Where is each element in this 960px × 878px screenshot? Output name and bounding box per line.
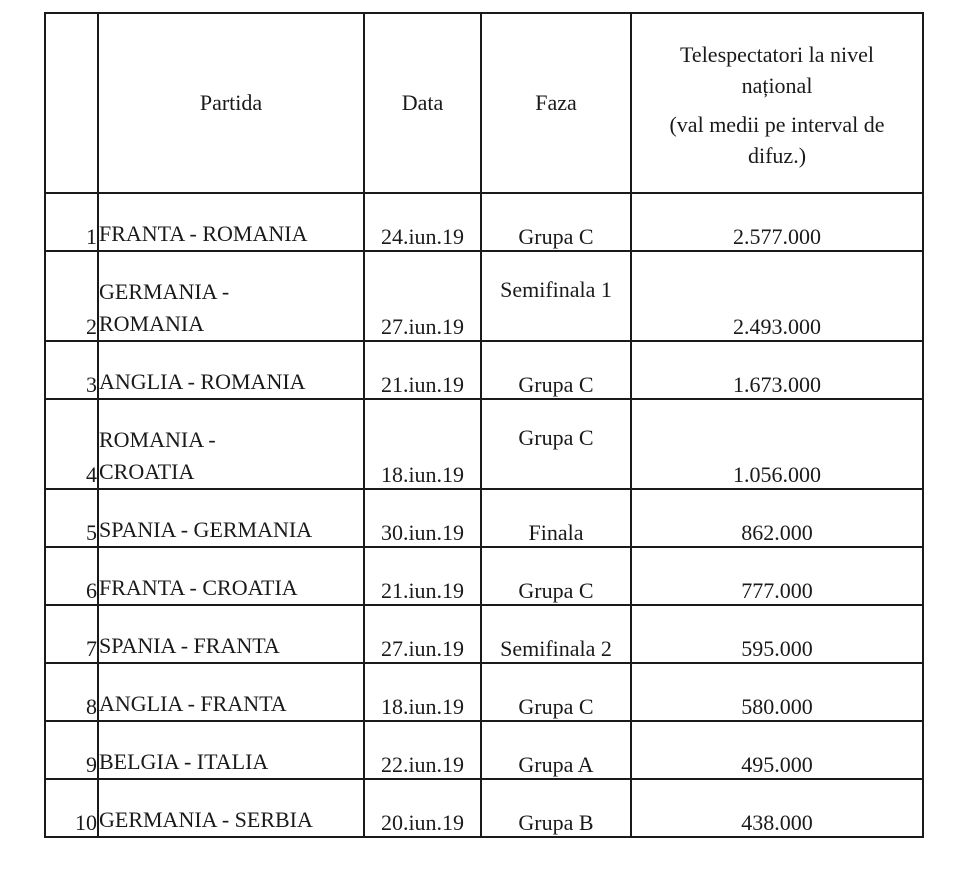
row-match [98, 399, 364, 489]
row-date: 21.iun.19 [364, 547, 481, 605]
row-match-line: FRANTA - CROATIA [99, 575, 298, 600]
header-index [45, 13, 98, 193]
header-viewers-line1: Telespectatori la nivel [680, 42, 874, 67]
row-viewers: 595.000 [631, 605, 923, 663]
row-viewers: 2.493.000 [631, 251, 923, 341]
row-date: 18.iun.19 [364, 399, 481, 489]
row-date: 27.iun.19 [364, 251, 481, 341]
row-phase: Grupa C [481, 547, 631, 605]
row-match [98, 663, 364, 721]
row-index: 5 [45, 489, 98, 547]
row-viewers: 1.673.000 [631, 341, 923, 399]
row-date: 22.iun.19 [364, 721, 481, 779]
table-row [45, 721, 923, 779]
row-match-line: BELGIA - ITALIA [99, 749, 269, 774]
row-match-line: GERMANIA - [99, 279, 230, 304]
row-index: 8 [45, 663, 98, 721]
row-date: 21.iun.19 [364, 341, 481, 399]
header-row [45, 13, 923, 193]
row-date: 24.iun.19 [364, 193, 481, 251]
row-match-line: SPANIA - FRANTA [99, 633, 280, 658]
row-date: 20.iun.19 [364, 779, 481, 837]
row-phase: Grupa C [481, 341, 631, 399]
row-date: 27.iun.19 [364, 605, 481, 663]
table-row [45, 341, 923, 399]
row-index: 9 [45, 721, 98, 779]
row-phase: Semifinala 1 [481, 251, 631, 341]
row-viewers: 495.000 [631, 721, 923, 779]
header-viewers-line3: (val medii pe interval de [669, 112, 885, 137]
row-match [98, 489, 364, 547]
row-match-line: SPANIA - GERMANIA [99, 517, 313, 542]
row-phase: Grupa C [481, 663, 631, 721]
row-phase: Grupa B [481, 779, 631, 837]
header-match: Partida [98, 13, 364, 193]
header-phase: Faza [481, 13, 631, 193]
row-index: 10 [45, 779, 98, 837]
row-viewers: 580.000 [631, 663, 923, 721]
row-viewers: 862.000 [631, 489, 923, 547]
row-match [98, 341, 364, 399]
header-viewers-line2: național [741, 73, 813, 98]
row-date: 18.iun.19 [364, 663, 481, 721]
viewership-table [44, 12, 924, 838]
row-index: 6 [45, 547, 98, 605]
row-index: 1 [45, 193, 98, 251]
row-match-line: FRANTA - ROMANIA [99, 221, 308, 246]
header-viewers [631, 13, 923, 193]
table-row [45, 251, 923, 341]
row-phase: Grupa C [481, 399, 631, 489]
row-match-line: CROATIA [99, 459, 195, 484]
row-match-line: ANGLIA - FRANTA [99, 691, 287, 716]
row-viewers: 1.056.000 [631, 399, 923, 489]
row-match [98, 547, 364, 605]
row-index: 2 [45, 251, 98, 341]
row-date: 30.iun.19 [364, 489, 481, 547]
row-match-line: ANGLIA - ROMANIA [99, 369, 306, 394]
row-match [98, 605, 364, 663]
table-row [45, 663, 923, 721]
row-phase: Semifinala 2 [481, 605, 631, 663]
header-viewers-line4: difuz.) [747, 143, 807, 168]
row-viewers: 438.000 [631, 779, 923, 837]
table-row [45, 779, 923, 837]
row-match-line: ROMANIA - [99, 427, 216, 452]
row-match [98, 779, 364, 837]
row-match [98, 721, 364, 779]
row-match-line: GERMANIA - SERBIA [99, 807, 313, 832]
row-match-line: ROMANIA [99, 311, 205, 336]
row-phase: Grupa C [481, 193, 631, 251]
row-phase: Grupa A [481, 721, 631, 779]
row-index: 4 [45, 399, 98, 489]
table-row [45, 399, 923, 489]
table-row [45, 193, 923, 251]
table-row [45, 605, 923, 663]
row-index: 7 [45, 605, 98, 663]
row-match [98, 251, 364, 341]
header-date: Data [364, 13, 481, 193]
row-viewers: 2.577.000 [631, 193, 923, 251]
row-match [98, 193, 364, 251]
table-row [45, 489, 923, 547]
row-viewers: 777.000 [631, 547, 923, 605]
table-row [45, 547, 923, 605]
row-index: 3 [45, 341, 98, 399]
row-phase: Finala [481, 489, 631, 547]
